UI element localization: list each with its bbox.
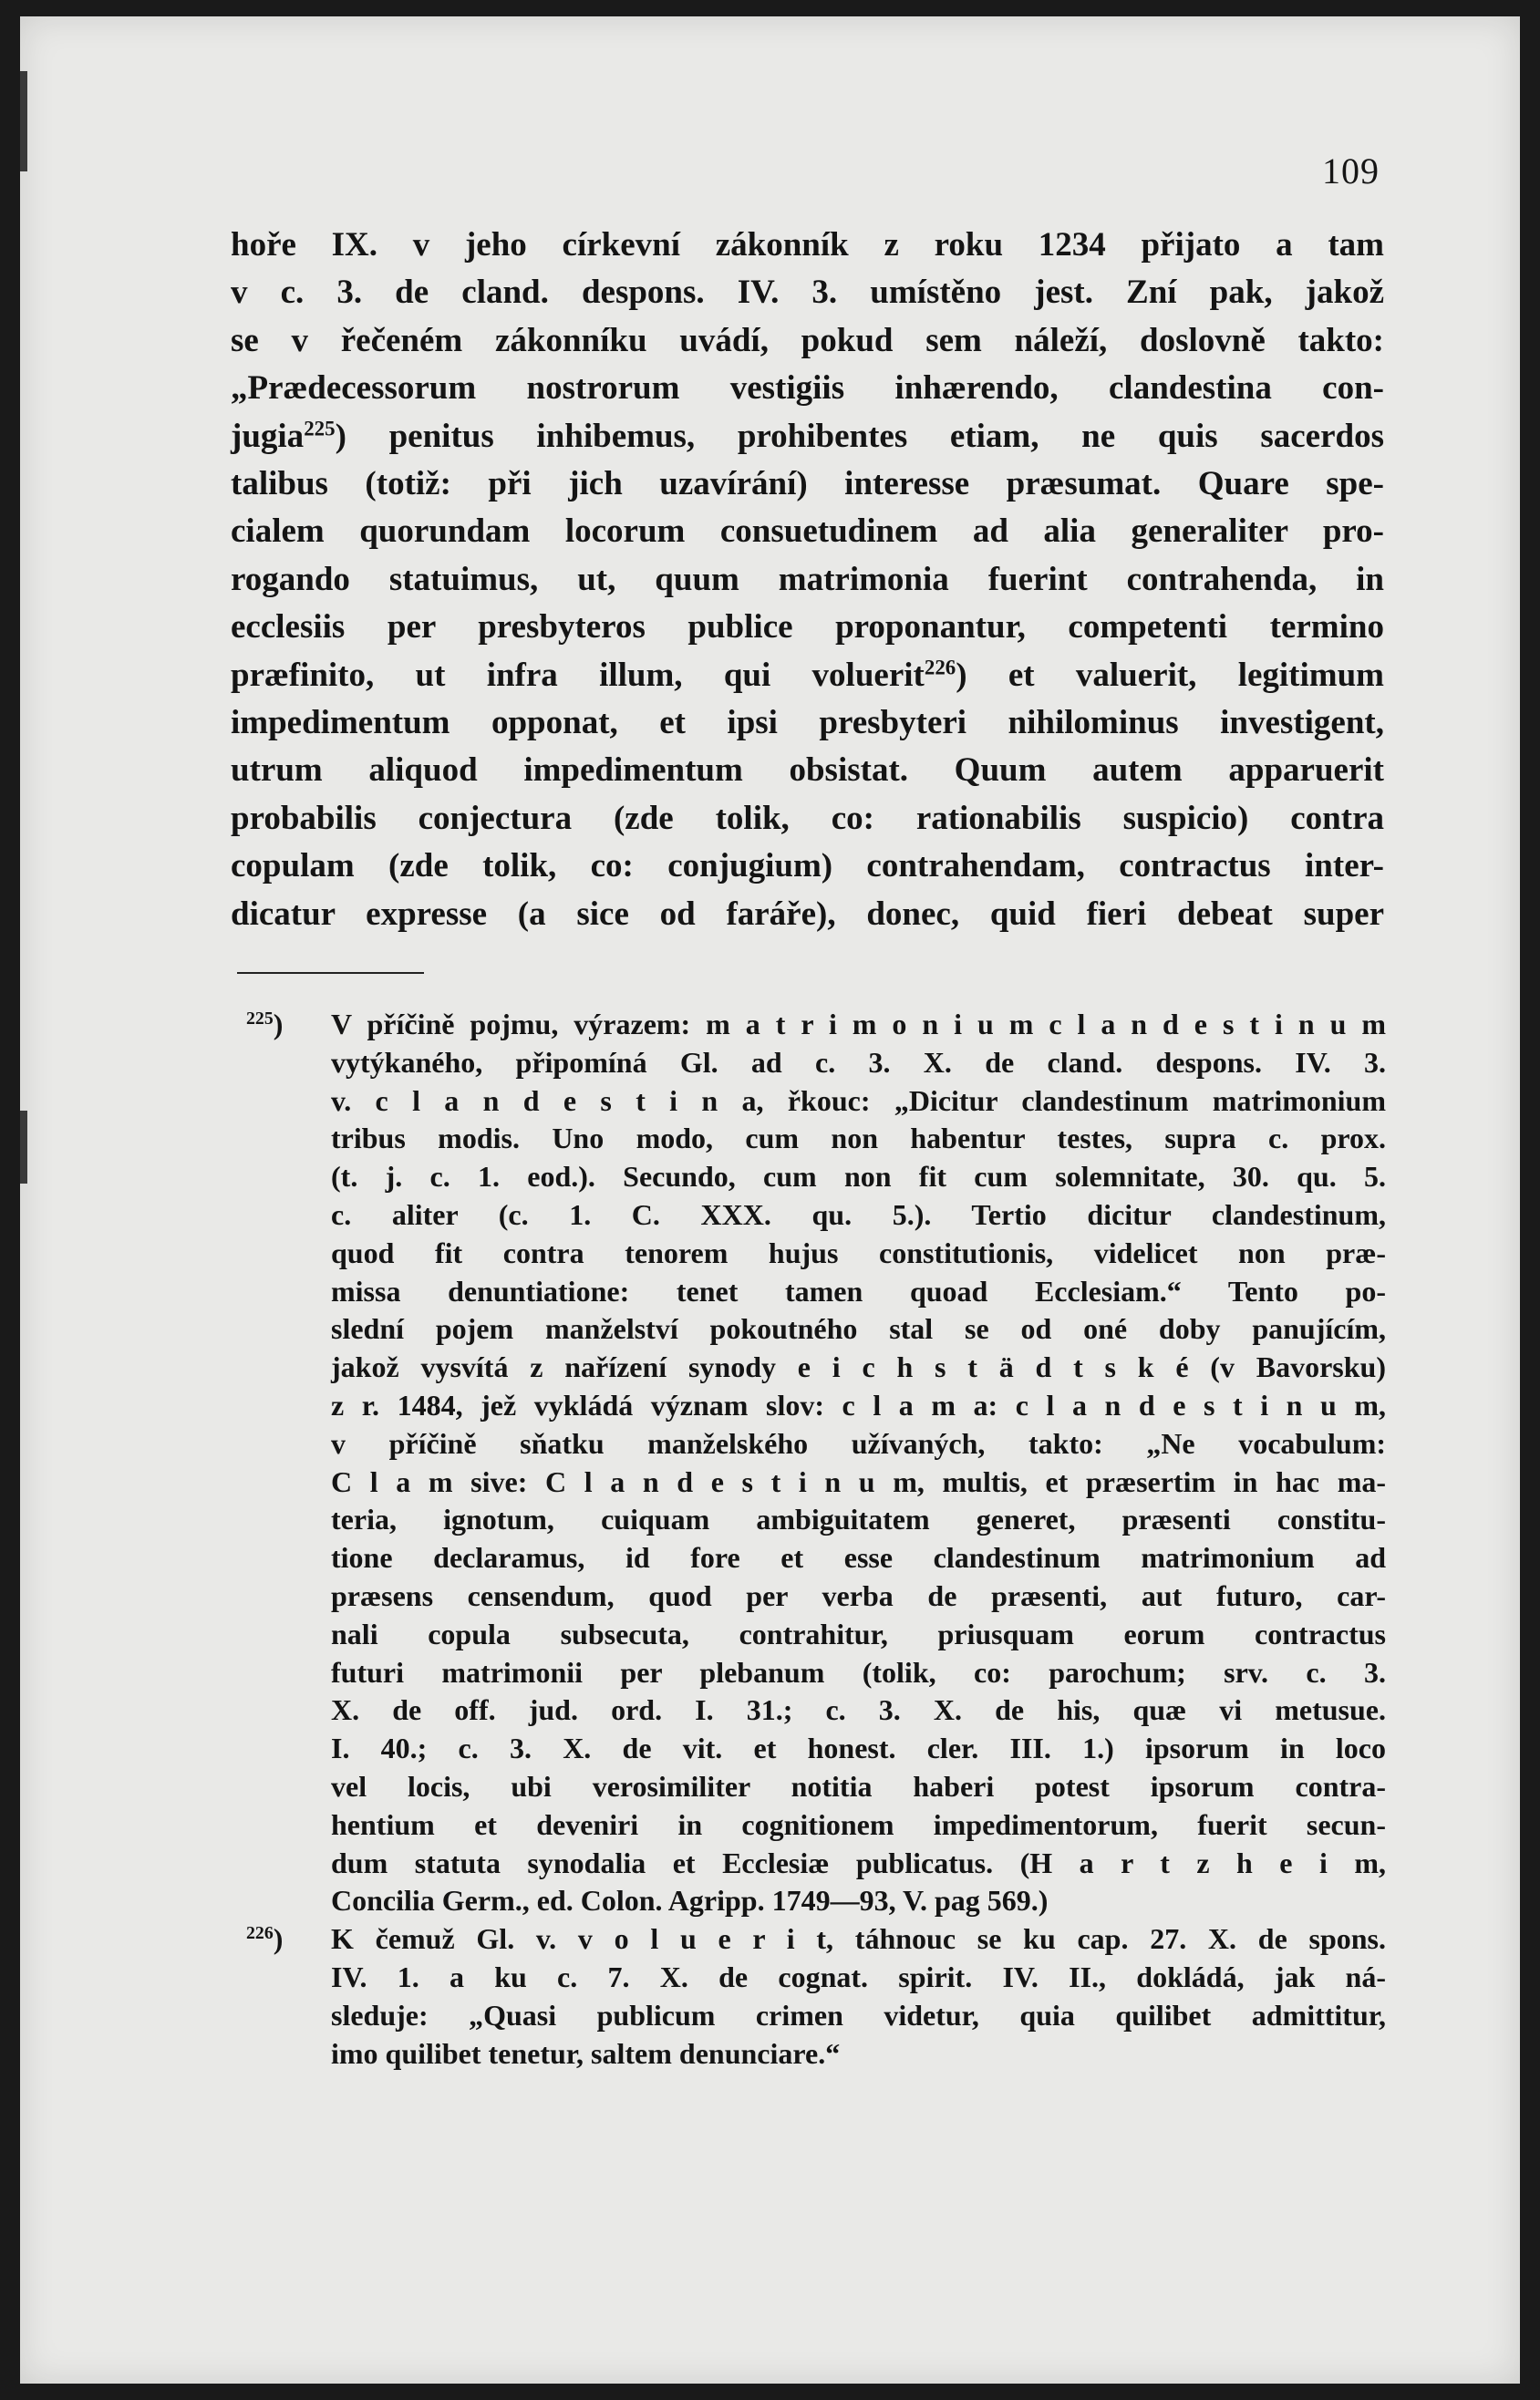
- footnote-line: futuri matrimonii per plebanum (tolik, co: parochum; srv. c. 3.: [331, 1655, 1386, 1689]
- footnote-line: z r. 1484, jež vykládá význam slov: c l a m a: c l a n d e s t i n u m,: [331, 1388, 1386, 1422]
- footnote-line: imo quilibet tenetur, saltem denunciare.“: [331, 2036, 841, 2070]
- footnote: [246, 1920, 1386, 2073]
- footnote-line: (t. j. c. 1. eod.). Secundo, cum non fit cum solemnitate, 30. qu. 5.: [331, 1160, 1386, 1194]
- text-line: hoře IX. v jeho církevní zákonník z roku 1234 přijato a tam: [231, 226, 1384, 264]
- text-line: probabilis conjectura (zde tolik, co: rationabilis suspicio) contra: [231, 799, 1384, 837]
- text-line: ecclesiis per presbyteros publice proponantur, competenti termino: [231, 608, 1384, 647]
- footnote-line: X. de off. jud. ord. I. 31.; c. 3. X. de his, quæ vi metusue.: [331, 1693, 1386, 1727]
- footnote-line: vytýkaného, připomíná Gl. ad c. 3. X. de cland. despons. IV. 3.: [331, 1045, 1386, 1079]
- footnote-marker: $^{225}$): [246, 1008, 284, 1040]
- text-line: jugia$^{225}$) penitus inhibemus, prohibentes etiam, ne quis sacerdos: [231, 417, 1384, 455]
- text-line: talibus (totiž: při jich uzavírání) interesse præsumat. Quare spe-: [231, 465, 1384, 503]
- text-line: dicatur expresse (a sice od faráře), donec, quid fieri debeat super: [231, 895, 1384, 933]
- footnote-separator: [237, 972, 424, 974]
- footnotes: [246, 1006, 1386, 2073]
- footnote-line: nali copula subsecuta, contrahitur, priusquam eorum contractus: [331, 1617, 1386, 1650]
- footnote-line: Concilia Germ., ed. Colon. Agripp. 1749—93, V. pag 569.): [331, 1884, 1049, 1918]
- text-line: impedimentum opponat, et ipsi presbyteri nihilominus investigent,: [231, 704, 1384, 742]
- main-text: [231, 222, 1384, 938]
- footnote: [246, 1006, 1386, 1920]
- page-number: 109: [1322, 150, 1380, 191]
- text-line: præfinito, ut infra illum, qui voluerit$^{226}$) et valuerit, legitimum: [231, 656, 1384, 694]
- footnote-line: missa denuntiatione: tenet tamen quoad Ecclesiam.“ Tento po-: [331, 1274, 1386, 1308]
- footnote-line: K čemuž Gl. v. v o l u e r i t, táhnouc se ku cap. 27. X. de spons.: [331, 1922, 1386, 1956]
- footnote-marker: $^{226}$): [246, 1922, 284, 1956]
- footnote-line: tribus modis. Uno modo, cum non habentur testes, supra c. prox.: [331, 1122, 1386, 1155]
- footnote-line: teria, ignotum, cuiquam ambiguitatem generet, præsenti constitu-: [331, 1503, 1386, 1536]
- footnote-line: c. aliter (c. 1. C. XXX. qu. 5.). Tertio dicitur clandestinum,: [331, 1197, 1386, 1231]
- text-line: v c. 3. de cland. despons. IV. 3. umístěno jest. Zní pak, jakož: [231, 274, 1384, 312]
- footnote-line: v příčině sňatku manželského užívaných, takto: „Ne vocabulum:: [331, 1426, 1386, 1460]
- footnote-line: hentium et deveniri in cognitionem impedimentorum, fuerit secun-: [331, 1807, 1386, 1841]
- footnote-line: dum statuta synodalia et Ecclesiæ publicatus. (H a r t z h e i m,: [331, 1846, 1386, 1879]
- footnote-line: V příčině pojmu, výrazem: m a t r i m o n i u m c l a n d e s t i n u m: [331, 1008, 1386, 1040]
- footnote-line: quod fit contra tenorem hujus constitutionis, videlicet non præ-: [331, 1236, 1386, 1269]
- footnote-line: IV. 1. a ku c. 7. X. de cognat. spirit. IV. II., dokládá, jak ná-: [331, 1960, 1386, 1993]
- text-line: se v řečeném zákonníku uvádí, pokud sem náleží, doslovně takto:: [231, 321, 1384, 359]
- footnote-line: vel locis, ubi verosimiliter notitia haberi potest ipsorum contra-: [331, 1769, 1386, 1803]
- footnote-reference: 226: [924, 656, 956, 679]
- text-line: „Prædecessorum nostrorum vestigiis inhærendo, clandestina con-: [231, 369, 1384, 408]
- text-line: cialem quorundam locorum consuetudinem ad alia generaliter pro-: [231, 512, 1384, 551]
- footnote-line: tione declaramus, id fore et esse clandestinum matrimonium ad: [331, 1541, 1386, 1575]
- footnote-line: slední pojem manželství pokoutného stal se od oné doby panujícím,: [331, 1312, 1386, 1346]
- footnote-line: sleduje: „Quasi publicum crimen videtur, quia quilibet admittitur,: [331, 1998, 1386, 2032]
- footnote-line: jakož vysvítá z nařízení synody e i c h s t ä d t s k é (v Bavorsku): [331, 1350, 1386, 1384]
- footnote-reference: 225: [304, 417, 336, 440]
- footnote-line: I. 40.; c. 3. X. de vit. et honest. cler. III. 1.) ipsorum in loco: [331, 1732, 1386, 1765]
- scan-edge-mark: [20, 71, 27, 171]
- text-line: copulam (zde tolik, co: conjugium) contrahendam, contractus inter-: [231, 847, 1384, 885]
- scan-edge-mark: [20, 1111, 27, 1184]
- footnote-line: præsens censendum, quod per verba de præsenti, aut futuro, car-: [331, 1578, 1386, 1612]
- footnote-line: v. c l a n d e s t i n a, řkouc: „Dicitur clandestinum matrimonium: [331, 1083, 1386, 1117]
- footnote-line: C l a m sive: C l a n d e s t i n u m, multis, et præsertim in hac ma-: [331, 1464, 1386, 1498]
- text-line: utrum aliquod impedimentum obsistat. Quum autem apparuerit: [231, 751, 1384, 790]
- text-line: rogando statuimus, ut, quum matrimonia fuerint contrahenda, in: [231, 560, 1384, 598]
